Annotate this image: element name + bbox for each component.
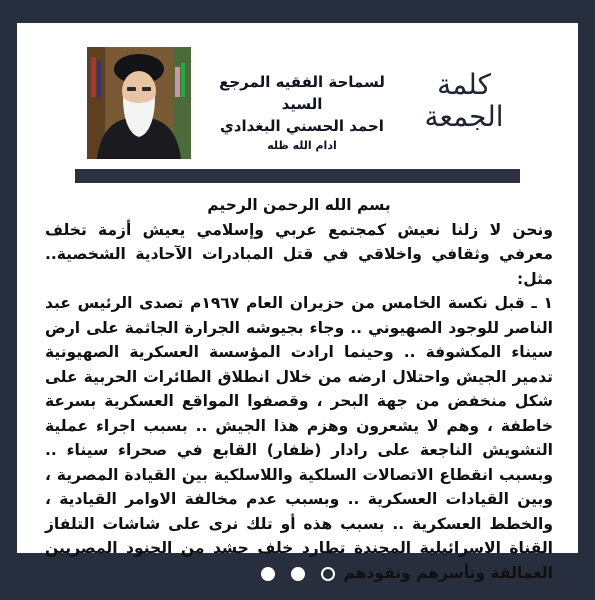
paragraph-1: ١ ـ قبل نكسة الخامس من حزيران العام ١٩٦٧م تصدى الرئيس عبد الناصر للوجود الصهيوني .. وجاء بجيوشه الجرارة الجاثمة على ارض سيناء المكشوفة .. وحينما ارادت المؤسسة العسكرية الصهيونية تدمير الجيش واحتلال ارضه من خلال انطلاق الطائرات الحربية على شكل منخفض من جهة البحر ، وقصفوا المواقع العسكرية بسرعة خاطفة ، وهم لا يشعرون وهزم هذا الجيش .. بسبب اجراء عملية التشويش الناجعة على رادار (ظفار) القابع في صحراء سيناء .. وبسبب انقطاع الاتصالات السلكية واللاسلكية بين القيادة المصرية ، وبين القيادات العسكرية .. وبسبب عدم مخالفة الاوامر القيادية ، والخطط العسكرية .. بسبب هذه أو تلك نرى على شاشات التلفاز القناة الاسرائيلية المجندة تطارد خلف حشد من الجنود المصريين العمالقة وتأسرهم وتقودهم xyxy=(45,294,553,582)
author-line1: لسماحة الفقيه المرجع السيد xyxy=(219,73,385,113)
pagination-dot-2[interactable] xyxy=(291,567,305,581)
pagination-dot-3[interactable] xyxy=(321,567,335,581)
pagination-dots xyxy=(0,567,595,581)
author-name: احمد الحسني البغدادي xyxy=(220,117,384,135)
paragraph-intro: ونحن لا زلنا نعيش كمجتمع عربي وإسلامي يعيش أزمة تخلف معرفي وثقافي واخلاقي في قتل المبادرات الآحادية الشخصية.. مثل: xyxy=(45,220,553,288)
pagination-dot-1[interactable] xyxy=(261,567,275,581)
page-title: كلمة الجمعة xyxy=(424,68,504,133)
article-body xyxy=(45,193,553,585)
author-photo xyxy=(87,47,191,159)
author-credit xyxy=(207,71,397,155)
article-card xyxy=(17,23,578,582)
header-divider xyxy=(75,169,520,183)
basmala: بسم الله الرحمن الرحيم xyxy=(207,196,391,214)
author-blessing: ادام الله ظله xyxy=(267,139,337,152)
portrait-icon xyxy=(87,47,191,159)
